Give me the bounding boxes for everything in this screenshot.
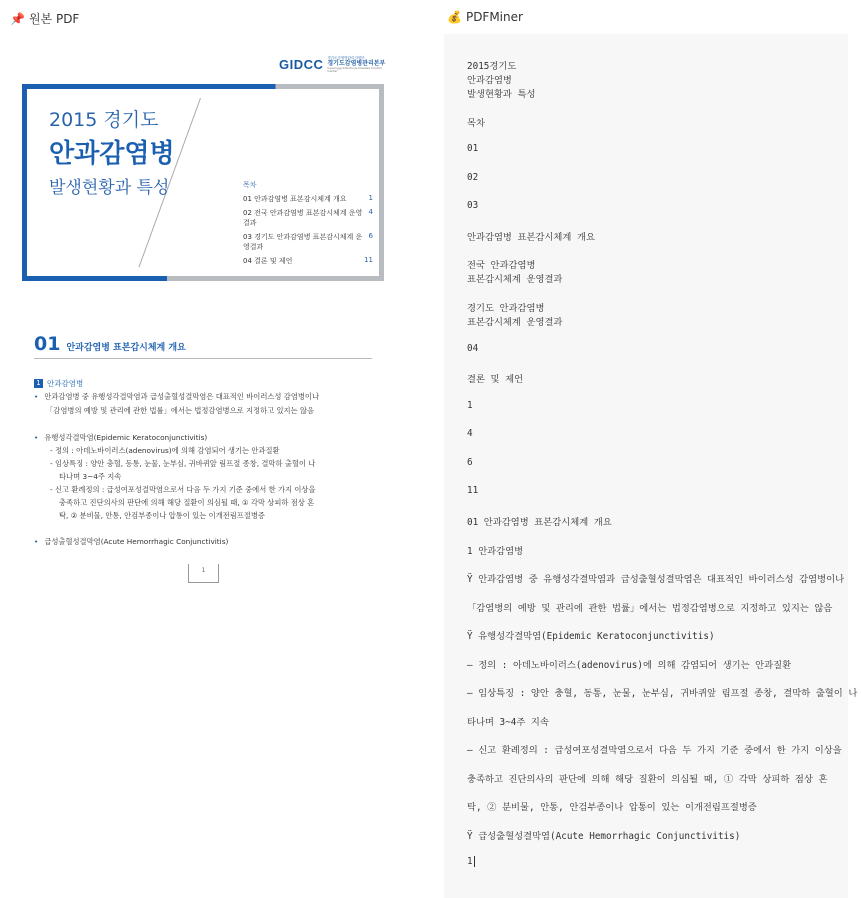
toc-label: 02 전국 안과감염병 표본감시체계 운영결과 [243, 209, 363, 227]
logo-sub-line2: 경기도감염병관리본부 [327, 59, 386, 67]
toc-label: 01 안과감염병 표본감시체계 개요 [243, 195, 347, 203]
extracted-line: 4 [467, 428, 473, 439]
extracted-line: 04 [467, 343, 479, 354]
body-line: - 임상특징 : 양안 충혈, 동통, 눈물, 눈부심, 귀바퀴앞 림프절 종창, 결막하 출혈이 나 [50, 459, 316, 468]
cover-year: 2015 경기도 [49, 109, 159, 131]
extracted-line: Ÿ 급성출혈성결막염(Acute Hemorrhagic Conjunctivitis) [467, 831, 741, 842]
table-of-contents [243, 180, 373, 270]
body-paragraph: • 유행성각결막염(Epidemic Keratoconjunctivitis) [34, 433, 208, 442]
text-cursor [474, 856, 475, 867]
logo-sub-line1: 경기도감염병관리지원단 [327, 56, 365, 60]
toc-page: 4 [368, 208, 373, 216]
body-line: 탁, ② 분비물, 안통, 안검부종이나 압통이 있는 이개전림프절병증 [59, 511, 265, 520]
extracted-line: 「감염병의 예방 및 관리에 관한 법률」에서는 법정감염병으로 지정하고 있지는 않음 [467, 603, 833, 614]
toc-row [243, 256, 373, 266]
toc-page: 11 [364, 256, 373, 264]
extracted-line-last [467, 856, 475, 867]
body-line: - 정의 : 아데노바이러스(adenovirus)에 의해 감염되어 생기는 안과질환 [50, 446, 280, 455]
toc-label: 04 결론 및 제언 [243, 257, 293, 265]
body-paragraph [50, 483, 380, 496]
extracted-line: – 신고 환례정의 : 급성여포성결막염으로서 다음 두 가지 기준 중에서 한 가지 이상을 [467, 745, 842, 756]
extracted-line: 충족하고 진단의사의 판단에 의해 해당 질환이 의심될 때, ① 각막 상피하 점상 혼 [467, 774, 828, 785]
body-line: 타나며 3~4주 지속 [59, 472, 122, 481]
extracted-line: 6 [467, 457, 473, 468]
extracted-line: 경기도 안과감염병 [467, 303, 545, 314]
subsection-heading [34, 378, 83, 389]
body-paragraph: • 급성출혈성결막염(Acute Hemorrhagic Conjunctivitis) [34, 537, 229, 546]
cover-subtitle: 발생현황과 특성 [49, 178, 170, 198]
extracted-line: Ÿ 안과감염병 중 유행성각결막염과 급성출혈성결막염은 대표적인 바이러스성 감염병이나 [467, 574, 845, 585]
extracted-line: 표본감시체계 운영결과 [467, 317, 563, 328]
extracted-line: 발생현황과 특성 [467, 89, 536, 100]
extracted-line: 타나며 3~4주 지속 [467, 717, 549, 728]
extracted-line: Ÿ 유행성각결막염(Epidemic Keratoconjunctivitis) [467, 631, 715, 642]
pdf-page [22, 40, 392, 600]
section-title: 안과감염병 표본감시체계 개요 [66, 343, 186, 353]
extracted-line: 전국 안과감염병 [467, 260, 536, 271]
extracted-line: 목차 [467, 118, 485, 129]
extracted-line-text: 1 [467, 856, 473, 867]
section-number: 01 [34, 333, 61, 355]
extracted-line: – 정의 : 아데노바이러스(adenovirus)에 의해 감염되어 생기는 안과질환 [467, 660, 792, 671]
extracted-line: 1 [467, 400, 473, 411]
body-paragraph [50, 457, 380, 470]
money-bag-icon: 💰 [447, 10, 462, 24]
extracted-line: 11 [467, 485, 479, 496]
pushpin-icon: 📌 [10, 11, 25, 26]
toc-page: 1 [368, 194, 373, 202]
extracted-line: 안과감염병 [467, 75, 512, 86]
toc-heading: 목차 [243, 181, 257, 189]
body-paragraph [59, 496, 379, 509]
pdfminer-label [447, 10, 523, 24]
pdfminer-output-panel[interactable] [444, 34, 858, 898]
toc-row [243, 194, 373, 204]
extracted-line: 01 [467, 143, 479, 154]
body-paragraph [46, 404, 376, 417]
subsection-number: 1 [34, 379, 43, 388]
toc-page: 6 [368, 232, 373, 240]
body-line: - 신고 환례정의 : 급성여포성결막염으로서 다음 두 가지 기준 중에서 한 가지 이상을 [50, 485, 316, 494]
extracted-line: 표본감시체계 운영결과 [467, 274, 563, 285]
body-line: 유행성각결막염(Epidemic Keratoconjunctivitis) [44, 433, 208, 442]
logo-main-text: GIDCC [279, 57, 324, 73]
body-paragraph: • 안과감염병 중 유행성각결막염과 급성출혈성결막염은 대표적인 바이러스성 감염병이나 [34, 392, 320, 401]
body-line: 안과감염병 중 유행성각결막염과 급성출혈성결막염은 대표적인 바이러스성 감염병이나 [44, 392, 320, 401]
extracted-line: 탁, ② 분비물, 안통, 안검부종이나 압통이 있는 이개전림프절병증 [467, 802, 757, 813]
extracted-line: 1 안과감염병 [467, 546, 524, 557]
extracted-line: 02 [467, 172, 479, 183]
extracted-line: 03 [467, 200, 479, 211]
extracted-line: 안과감염병 표본감시체계 개요 [467, 232, 595, 243]
cover-title: 안과감염병 [49, 139, 175, 169]
original-pdf-label-text: 원본 PDF [28, 12, 80, 26]
body-paragraph [59, 470, 399, 483]
toc-row [243, 232, 373, 252]
section-heading [34, 333, 372, 359]
extracted-line: 결론 및 제언 [467, 374, 524, 385]
logo-sub-line3: Gyeonggi Infectious Disease Control Center [327, 65, 382, 73]
pdfminer-label-text: PDFMiner [465, 10, 523, 24]
toc-label: 03 경기도 안과감염병 표본감시체계 운영결과 [243, 233, 363, 251]
subsection-title: 안과감염병 [47, 379, 84, 388]
body-line: 급성출혈성결막염(Acute Hemorrhagic Conjunctivitis) [44, 537, 229, 546]
extracted-line: 01 안과감염병 표본감시체계 개요 [467, 517, 612, 528]
body-paragraph [50, 444, 390, 457]
body-paragraph [59, 509, 399, 522]
page-number: 1 [188, 564, 219, 583]
extracted-line: 2015경기도 [467, 61, 517, 72]
extracted-line: – 임상특징 : 양안 충혈, 동통, 눈물, 눈부심, 귀바퀴앞 림프절 종창, 결막하 출혈이 나 [467, 688, 858, 699]
original-pdf-label [10, 10, 79, 27]
toc-row [243, 208, 373, 228]
body-line: 충족하고 진단의사의 판단에 의해 해당 질환이 의심될 때, ① 각막 상피하 점상 혼 [59, 498, 315, 507]
body-line: 「감염병의 예방 및 관리에 관한 법률」에서는 법정감염병으로 지정하고 있지는 않음 [46, 406, 315, 415]
gidcc-logo [279, 57, 392, 73]
